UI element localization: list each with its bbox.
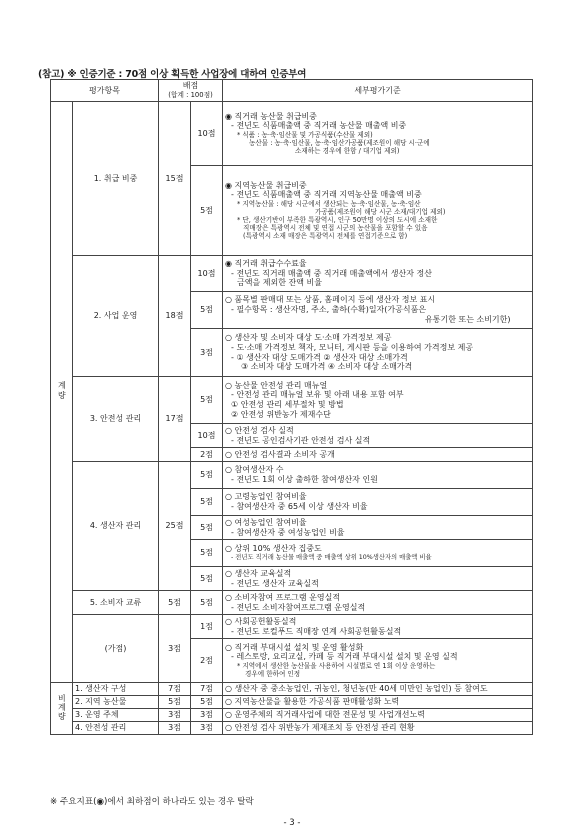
criteria-line: ○ 참여생산자 수 xyxy=(225,465,284,475)
row-score: 5점 xyxy=(191,591,223,615)
item-total: 3점 xyxy=(159,615,191,683)
criteria-line: ○ 생산자 및 소비자 대상 도·소매 가격정보 제공 xyxy=(225,333,392,342)
item-name: 5. 소비자 교류 xyxy=(73,591,159,615)
item-name: 2. 사업 운영 xyxy=(73,256,159,377)
row-score: 5점 xyxy=(191,567,223,591)
row-criteria xyxy=(223,683,533,696)
page-heading: (참고) ※ 인증기준 : 70점 이상 획득한 사업장에 대하여 인증부여 xyxy=(38,69,307,80)
row-criteria xyxy=(223,462,533,489)
row-criteria xyxy=(223,489,533,516)
item-total: 25점 xyxy=(159,462,191,591)
criteria-line: ○ 지역농산물을 활용한 가공식품 판매활성화 노력 xyxy=(225,697,400,707)
table-row xyxy=(51,591,533,615)
row-criteria xyxy=(223,377,533,424)
criteria-line: - 전년도 소비자참여프로그램 운영실적 xyxy=(231,602,366,612)
row-criteria xyxy=(223,722,533,735)
row-score: 2점 xyxy=(191,448,223,462)
criteria-note: (특광역시 소재 매장은 특광역시 전체를 연접기준으로 함) xyxy=(243,232,408,241)
item-total: 5점 xyxy=(159,591,191,615)
row-score: 3점 xyxy=(191,329,223,377)
criteria-note: * 지역농산물 : 해당 시군에서 생산되는 농·축·임산물, 농·축·임산 xyxy=(237,200,421,209)
criteria-line: - 참여생산자 중 65세 이상 생산자 비율 xyxy=(231,502,368,511)
criteria-note: * 단, 생산기반이 부족한 특광역시, 인구 50만명 이상의 도시에 소재한 xyxy=(237,216,438,225)
table-row xyxy=(51,615,533,639)
criteria-note: * 지역에서 생산한 농산물을 사용하여 시설별로 연 1회 이상 운영하는 xyxy=(237,662,436,671)
table-header-row xyxy=(51,80,533,102)
table-row xyxy=(51,256,533,292)
footnote: ※ 주요지표(◉)에서 최하점이 하나라도 있는 경우 탈락 xyxy=(50,797,254,807)
row-score: 5점 xyxy=(191,462,223,489)
header-score xyxy=(159,80,223,102)
criteria-line: - 필수항목 : 생산자명, 주소, 출하(수확)일자(가공식품은 xyxy=(231,305,427,315)
row-criteria xyxy=(223,615,533,639)
table-row xyxy=(51,696,533,709)
row-score: 3점 xyxy=(191,709,223,722)
criteria-note: 가공품(제조원이 해당 시군 소재/대기업 제외) xyxy=(315,208,446,217)
item-total: 3점 xyxy=(159,709,191,722)
item-name: 3. 안전성 관리 xyxy=(73,377,159,462)
row-score: 5점 xyxy=(191,292,223,329)
criteria-line: - 전년도 공인검사기관 안전성 검사 실적 xyxy=(231,435,371,445)
header-score-total: (합계 : 100점) xyxy=(168,91,213,100)
criteria-line: ◉ 지역농산물 취급비중 xyxy=(225,180,307,190)
criteria-line: ○ 상위 10% 생산자 집중도 xyxy=(225,544,322,554)
criteria-line: ○ 사회공헌활동실적 xyxy=(225,616,297,626)
row-criteria xyxy=(223,709,533,722)
row-criteria xyxy=(223,292,533,329)
row-score: 5점 xyxy=(191,489,223,516)
row-score: 5점 xyxy=(191,540,223,567)
row-criteria xyxy=(223,166,533,256)
criteria-line: ③ 소비자 대상 도매가격 ④ 소비자 대상 소매가격 xyxy=(241,362,413,372)
item-total: 15점 xyxy=(159,102,191,256)
category-quantitative: 계량 xyxy=(51,102,73,683)
row-criteria xyxy=(223,102,533,166)
criteria-note: 경우에 한하여 인정 xyxy=(245,670,301,679)
row-criteria xyxy=(223,256,533,292)
row-criteria xyxy=(223,516,533,540)
criteria-note: 농산물 : 농·축·임산물, 농·축·임산가공품(제조원이 해당 시·군에 xyxy=(249,139,430,148)
row-score: 10점 xyxy=(191,102,223,166)
row-score: 5점 xyxy=(191,166,223,256)
row-criteria xyxy=(223,448,533,462)
header-score-label: 배점 xyxy=(182,81,199,91)
criteria-line: ○ 품목별 판매대 또는 상품, 홈페이지 등에 생산자 정보 표시 xyxy=(225,295,436,305)
criteria-line: ○ 생산자 중 중소농업인, 귀농인, 청년농(만 40세 미만인 농업인) 등 참여도 xyxy=(225,684,488,694)
criteria-line: ○ 고령농업인 참여비율 xyxy=(225,492,307,502)
row-score: 10점 xyxy=(191,256,223,292)
row-score: 5점 xyxy=(191,696,223,709)
table-row xyxy=(51,709,533,722)
row-score: 5점 xyxy=(191,516,223,540)
page-number: - 3 - xyxy=(283,818,301,828)
criteria-line: - 전년도 로컬푸드 직매장 연계 사회공헌활동실적 xyxy=(231,626,402,636)
row-score: 5점 xyxy=(191,377,223,424)
criteria-line: - 전년도 1회 이상 출하한 참여생산자 인원 xyxy=(231,475,378,484)
certification-criteria-table xyxy=(50,79,533,735)
criteria-line: ○ 운영주체의 직거래사업에 대한 전문성 및 사업개선노력 xyxy=(225,710,425,720)
category-nonquantitative: 비계량 xyxy=(51,683,73,735)
table-row xyxy=(51,683,533,696)
criteria-line: - 안전성 관리 매뉴얼 보유 및 아래 내용 포함 여부 xyxy=(231,390,404,400)
row-criteria xyxy=(223,567,533,591)
row-criteria xyxy=(223,696,533,709)
row-score: 7점 xyxy=(191,683,223,696)
criteria-line: - 전년도 생산자 교육실적 xyxy=(231,578,319,588)
item-total: 3점 xyxy=(159,722,191,735)
criteria-line: - 전년도 식품매출액 중 직거래 농산물 매출액 비중 xyxy=(231,121,407,131)
criteria-line: ○ 소비자참여 프로그램 운영실적 xyxy=(225,592,341,602)
criteria-line: ② 안전성 위반농가 제재수단 xyxy=(231,409,331,419)
item-total: 17점 xyxy=(159,377,191,462)
criteria-line: ◉ 직거래 농산물 취급비중 xyxy=(225,111,317,121)
item-total: 18점 xyxy=(159,256,191,377)
item-total: 7점 xyxy=(159,683,191,696)
row-score: 10점 xyxy=(191,424,223,448)
header-item: 평가항목 xyxy=(51,80,159,102)
criteria-line: - 도·소매 가격정보 책자, 모니터, 게시판 등을 이용하여 가격정보 제공 xyxy=(231,342,474,352)
row-score: 3점 xyxy=(191,722,223,735)
row-score: 2점 xyxy=(191,639,223,683)
row-criteria xyxy=(223,329,533,377)
criteria-note: 소재하는 경우에 한함 / 대기업 제외) xyxy=(295,147,400,156)
criteria-note: * 식품 : 농·축·임산물 및 가공식품(수산물 제외) xyxy=(237,131,373,140)
criteria-line: ① 안전성 관리 세부절차 및 방법 xyxy=(231,400,344,409)
criteria-line: 금액을 제외한 잔액 비율 xyxy=(237,278,322,288)
header-criteria: 세부평가기준 xyxy=(223,80,533,102)
item-name: 2. 지역 농산물 xyxy=(73,696,159,709)
criteria-line: - ① 생산자 대상 도매가격 ② 생산자 대상 소매가격 xyxy=(231,352,408,362)
criteria-line: ○ 생산자 교육실적 xyxy=(225,568,292,578)
criteria-line: ◉ 직거래 취급수수료율 xyxy=(225,258,307,268)
row-criteria xyxy=(223,639,533,683)
item-name: 1. 생산자 구성 xyxy=(73,683,159,696)
item-name: 3. 운영 주체 xyxy=(73,709,159,722)
criteria-line: ○ 안전성 검사 위반농가 제재조치 등 안전성 관리 현황 xyxy=(225,723,415,733)
row-criteria xyxy=(223,591,533,615)
criteria-line: - 참여생산자 중 여성농업인 비율 xyxy=(231,527,345,537)
table-row xyxy=(51,377,533,424)
row-score: 1점 xyxy=(191,615,223,639)
item-name: 1. 취급 비중 xyxy=(73,102,159,256)
criteria-line: - 전년도 직거래 농산물 매출액 중 매출액 상위 10%생산자의 매출액 비율 xyxy=(231,554,432,562)
criteria-line: ○ 안전성 검사 실적 xyxy=(225,425,294,435)
row-criteria xyxy=(223,540,533,567)
criteria-line: ○ 직거래 부대시설 설치 및 운영 활성화 xyxy=(225,642,364,652)
criteria-line: - 레스토랑, 요리교실, 카페 등 직거래 부대시설 설치 및 운영 실적 xyxy=(231,652,458,662)
criteria-line: ○ 여성농업인 참여비율 xyxy=(225,517,307,527)
table-row xyxy=(51,462,533,489)
criteria-line: ○ 안전성 검사결과 소비자 공개 xyxy=(225,449,335,459)
criteria-line: - 전년도 직거래 매출액 중 직거래 매출액에서 생산자 정산 xyxy=(231,268,432,278)
criteria-note: 직매장은 특광역시 전체 및 연접 시군의 농산물을 포함할 수 있음 xyxy=(243,224,428,233)
table-row xyxy=(51,722,533,735)
table-row xyxy=(51,102,533,166)
item-name: 4. 생산자 관리 xyxy=(73,462,159,591)
item-name: (가점) xyxy=(73,615,159,683)
row-criteria xyxy=(223,424,533,448)
criteria-line: 유통기한 또는 소비기한) xyxy=(425,314,511,324)
criteria-line: - 전년도 식품매출액 중 직거래 지역농산물 매출액 비중 xyxy=(231,190,422,200)
item-total: 5점 xyxy=(159,696,191,709)
criteria-line: ○ 농산물 안전성 관리 매뉴얼 xyxy=(225,380,328,390)
item-name: 4. 안전성 관리 xyxy=(73,722,159,735)
